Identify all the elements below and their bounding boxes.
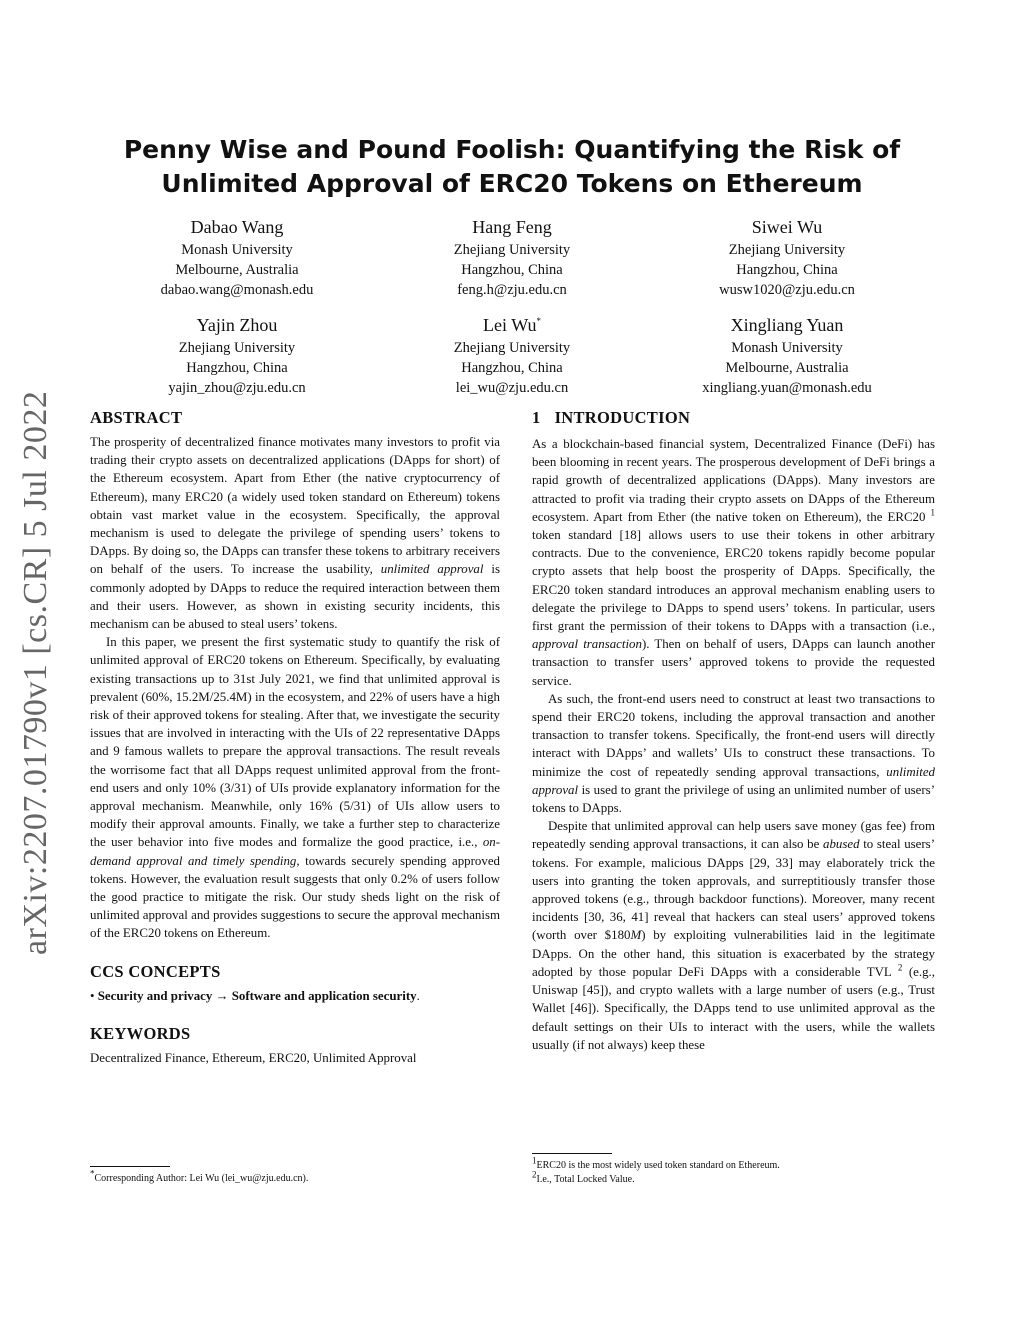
arxiv-identifier: arXiv:2207.01790v1 [cs.CR] 5 Jul 2022 bbox=[17, 390, 54, 955]
author-block bbox=[382, 214, 642, 300]
section-title: INTRODUCTION bbox=[554, 408, 691, 427]
body-text: (e.g., Uniswap [45]), and crypto wallets with a large number of users (e.g., Trust Wallet [46]). Specifically, the DApps tend to use unlimited approval as the default settings on their UIs to interact with the users, while the wallets usually (if not always) keep these bbox=[532, 964, 935, 1052]
author-location: Hangzhou, China bbox=[736, 262, 838, 278]
author-name: Siwei Wu bbox=[751, 217, 823, 237]
body-text: token standard [18] allows users to use their tokens in other arbitrary contracts. Due to the convenience, ERC20 tokens rapidly become popular crypto assets that help boost the prosperity of DApps. Specifically, the ERC20 token standard introduces an approval mechanism enabling users to delegate the privilege to DApps to spend users’ tokens. In particular, users first grant the permission of their tokens to DApps with a transaction (i.e., bbox=[532, 528, 935, 634]
author-name: Dabao Wang bbox=[190, 217, 284, 237]
footnote-ref: 2 bbox=[897, 962, 903, 973]
body-text: is used to grant the privilege of using an unlimited number of users’ tokens to DApps. bbox=[532, 782, 935, 816]
footnote-ref: 1 bbox=[930, 507, 935, 518]
author-email: yajin_zhou@zju.edu.cn bbox=[168, 380, 306, 396]
author-location: Hangzhou, China bbox=[186, 360, 288, 376]
ccs-concept: Software and application security bbox=[231, 988, 417, 1003]
footnote-mark: * bbox=[90, 1168, 95, 1179]
section-number: 1 bbox=[532, 408, 541, 427]
abstract-paragraph bbox=[90, 433, 500, 633]
abstract-text: is commonly adopted by DApps to reduce the required interaction between them and their users. However, as shown in existing security incidents, this mechanism can be abused to steal users’ tokens. bbox=[90, 562, 501, 632]
author-location: Melbourne, Australia bbox=[175, 262, 299, 278]
abstract-text: The prosperity of decentralized finance motivates many investors to profit via trading their crypto assets on decentralized applications (DApps for short) of the Ethereum ecosystem. Apart from Ether (the native cryptocurrency of Ethereum), many ERC20 (a widely used token standard on Ethereum) tokens obtain vast market value in the ecosystem. Specifically, the approval mechanism is used to delegate the privilege of spending users’ tokens to DApps. By doing so, the DApps can transfer these tokens to arbitrary receivers on behalf of the users. To increase the usability, bbox=[90, 435, 500, 577]
footnote-text: I.e., Total Locked Value. bbox=[536, 1174, 635, 1185]
abstract-text: , towards securely spending approved tokens. However, the evaluation result suggests that only 0.2% of users follow the good practice to mitigate the risk. Our study sheds light on the risk of unlimited approval and provides suggestions to secure the approval mechanism of the ERC20 tokens on Ethereum. bbox=[90, 853, 500, 941]
keywords-heading: KEYWORDS bbox=[90, 1023, 191, 1043]
author-location: Hangzhou, China bbox=[461, 360, 563, 376]
footnote-rule bbox=[90, 1166, 170, 1167]
right-column bbox=[532, 407, 935, 1054]
author-name: Xingliang Yuan bbox=[730, 315, 844, 335]
body-text: As such, the front-end users need to construct at least two transactions to spend their ERC20 tokens, including the approval transaction and another transaction to transfer tokens. Specifically, the front-end users will directly interact with DApps’ and wallets’ UIs to construct these transactions. To minimize the cost of repeatedly sending approval transactions, bbox=[532, 691, 935, 779]
footnote-text: ERC20 is the most widely used token standard on Ethereum. bbox=[536, 1160, 780, 1171]
author-name bbox=[382, 312, 642, 338]
abstract-emphasis: unlimited approval bbox=[380, 562, 484, 577]
ccs-end: . bbox=[416, 988, 420, 1003]
corresponding-mark: * bbox=[536, 316, 541, 326]
author-block bbox=[657, 312, 917, 398]
footnote-text: Corresponding Author: Lei Wu (lei_wu@zju.edu.cn). bbox=[94, 1173, 309, 1184]
ccs-bullet: • bbox=[90, 988, 95, 1003]
author-affiliation: Monash University bbox=[181, 242, 293, 258]
author-location: Hangzhou, China bbox=[461, 262, 563, 278]
body-emphasis: M bbox=[630, 928, 642, 943]
footnote-mark: 1 bbox=[532, 1155, 537, 1166]
body-text: Despite that unlimited approval can help users save money (gas fee) from repeatedly sending approval transactions, it can also be bbox=[532, 819, 935, 852]
body-emphasis: unlimited approval bbox=[532, 764, 935, 797]
ccs-concept: Security and privacy bbox=[97, 988, 213, 1003]
abstract-text: In this paper, we present the first systematic study to quantify the risk of unlimited approval of ERC20 tokens on Ethereum. Specifically, by evaluating existing transactions up to 31st July 2021, we find that unlimited approval is prevalent (60%, 15.2M/25.4M) in the ecosystem, and 22% of users have a high risk of their approved tokens for stealing. After that, we investigate the security issues that are involved in interacting with the UIs of 22 representative DApps and 9 famous wallets to prepare the approval transactions. The result reveals the worrisome fact that all DApps request unlimited approval from the front-end users and only 10% (3/31) of UIs provide explanatory information for the approval mechanism. Meanwhile, only 16% (5/31) of UIs allow users to modify their approval amounts. Finally, we take a further step to characterize the user behavior into five modes and formalize the good practice, i.e., bbox=[90, 635, 500, 850]
body-text: to steal users’ tokens. For example, malicious DApps [29, 33] may elaborately trick the users into granting the token approvals, and surreptitiously transfer those approved tokens (e.g., through backdoor functions). Moreover, many recent incidents [30, 36, 41] reveal that hackers can steal users’ approved tokens (worth over $180 bbox=[532, 837, 935, 943]
footnote bbox=[90, 1168, 500, 1185]
author-email: wusw1020@zju.edu.cn bbox=[719, 282, 855, 298]
footnote-rule bbox=[532, 1153, 612, 1154]
body-paragraph bbox=[532, 435, 935, 690]
body-text: ) by exploiting vulnerabilities laid in the legitimate DApps. On the other hand, this situation is exacerbated by the strategy adopted by those popular DeFi DApps with a considerable TVL bbox=[532, 928, 935, 979]
author-block bbox=[657, 214, 917, 300]
author-block bbox=[382, 312, 642, 398]
ccs-arrow: → bbox=[215, 988, 229, 1003]
author-affiliation: Zhejiang University bbox=[178, 340, 296, 356]
paper-title bbox=[100, 133, 924, 201]
author-name: Yajin Zhou bbox=[196, 315, 278, 335]
author-email: xingliang.yuan@monash.edu bbox=[702, 380, 872, 396]
abstract-emphasis: on-demand approval and timely spending bbox=[90, 835, 500, 868]
author-block bbox=[107, 312, 367, 398]
author-email: dabao.wang@monash.edu bbox=[160, 282, 314, 298]
title-line-1: Penny Wise and Pound Foolish: Quantifying the Risk of bbox=[123, 135, 901, 164]
author-block bbox=[107, 214, 367, 300]
footnote bbox=[532, 1155, 935, 1172]
body-paragraph bbox=[532, 690, 935, 817]
abstract-heading: ABSTRACT bbox=[90, 408, 183, 427]
body-text: As a blockchain-based financial system, Decentralized Finance (DeFi) has been blooming in recent years. The prosperous development of DeFi brings a rapid growth of decentralized applications (DApps). Many investors are attracted to profit via trading their crypto assets on DApps of the Ethereum ecosystem. Apart from Ether (the native token on Ethereum), the ERC20 bbox=[532, 437, 935, 524]
author-affiliation: Zhejiang University bbox=[453, 242, 571, 258]
ccs-concepts bbox=[90, 987, 500, 1005]
section-heading bbox=[532, 407, 935, 429]
author-name: Hang Feng bbox=[472, 217, 552, 237]
ccs-heading: CCS CONCEPTS bbox=[90, 961, 221, 981]
body-paragraph bbox=[532, 817, 935, 1054]
footnote-mark: 2 bbox=[532, 1169, 537, 1180]
body-emphasis: abused bbox=[823, 837, 860, 852]
author-location: Melbourne, Australia bbox=[725, 360, 849, 376]
author-affiliation: Zhejiang University bbox=[728, 242, 846, 258]
author-email: feng.h@zju.edu.cn bbox=[457, 282, 567, 298]
title-line-2: Unlimited Approval of ERC20 Tokens on Ethereum bbox=[161, 169, 863, 198]
footnote bbox=[532, 1169, 935, 1186]
author-affiliation: Monash University bbox=[731, 340, 843, 356]
abstract-paragraph bbox=[90, 633, 500, 942]
author-affiliation: Zhejiang University bbox=[453, 340, 571, 356]
body-text: ). Then on behalf of users, DApps can launch another transaction to transfer users’ approved tokens to provide the requested service. bbox=[532, 637, 935, 688]
author-name-text: Lei Wu bbox=[483, 315, 537, 335]
body-emphasis: approval transaction bbox=[532, 637, 642, 652]
left-column bbox=[90, 407, 500, 1067]
author-email: lei_wu@zju.edu.cn bbox=[455, 380, 569, 396]
keywords-text: Decentralized Finance, Ethereum, ERC20, Unlimited Approval bbox=[90, 1050, 417, 1065]
